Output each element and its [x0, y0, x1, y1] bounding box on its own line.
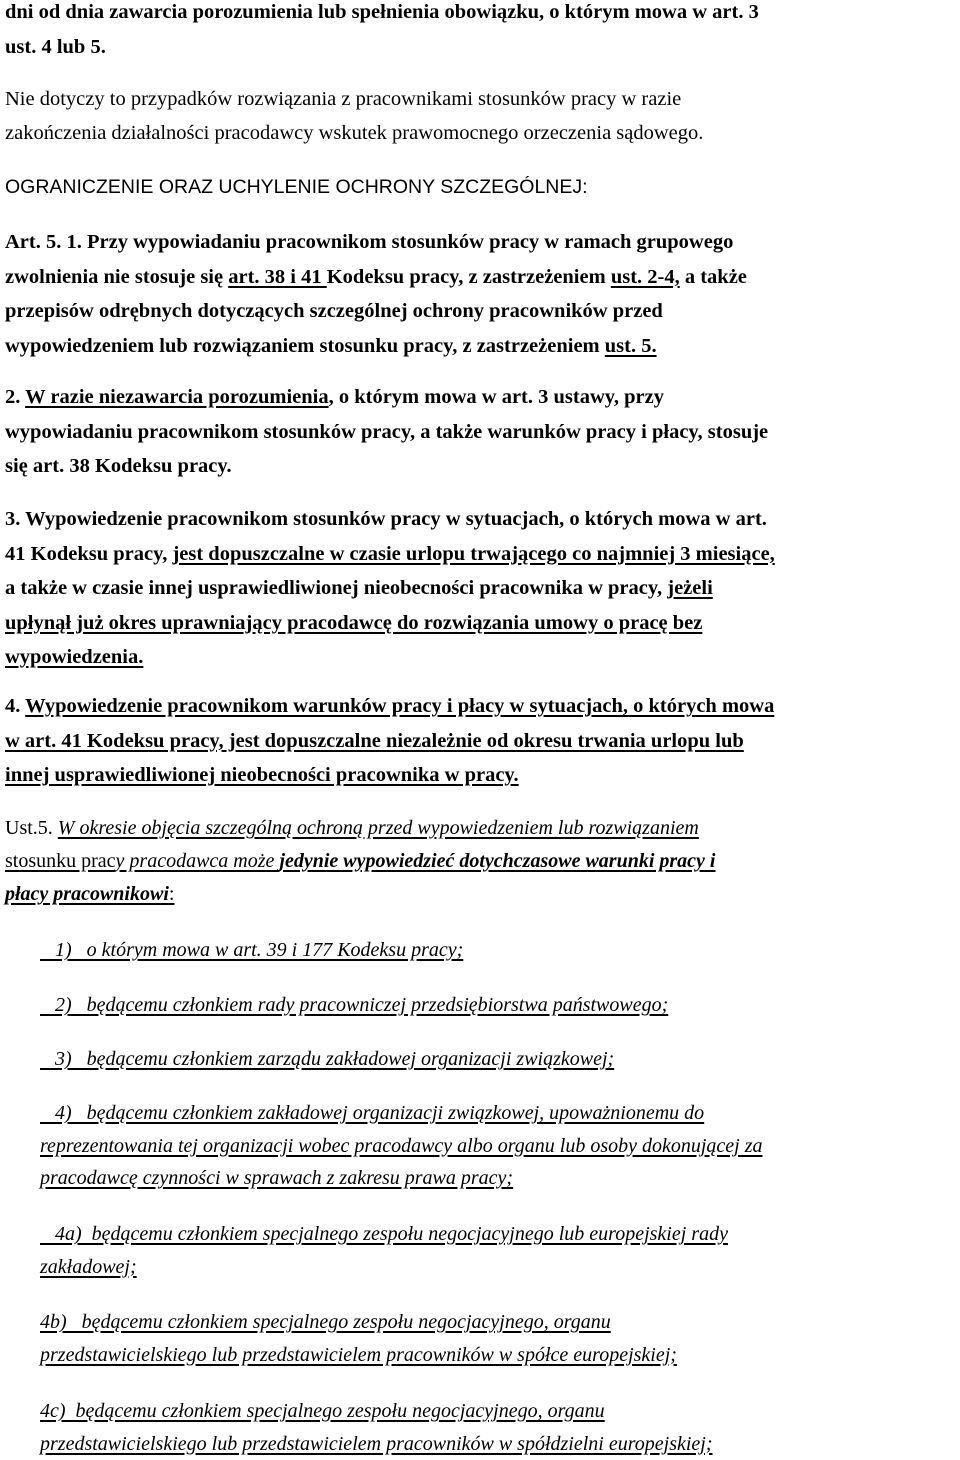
- text-run: , o którym mowa w art. 3 ustawy, przy: [329, 386, 664, 408]
- ust5-paragraph: [5, 812, 960, 911]
- text-run: zwolnienia nie stosuje się: [5, 266, 228, 288]
- text-line: [5, 689, 960, 724]
- ustep-reference: ust. 2-4,: [611, 266, 680, 288]
- art5-ust3: [5, 502, 960, 675]
- text-line: 4b) będącemu członkiem specjalnego zespołu negocjacyjnego, organu: [40, 1306, 960, 1339]
- text-line: zakończenia działalności pracodawcy wskutek prawomocnego orzeczenia sądowego.: [5, 116, 960, 150]
- text-run: 41 Kodeksu pracy,: [5, 543, 172, 565]
- text-line: upłynął już okres uprawniający pracodawcę do rozwiązania umowy o pracę bez: [5, 606, 960, 641]
- italic-phrase: W okresie objęcia szczególną ochroną przed wypowiedzeniem lub rozwiązaniem: [58, 817, 699, 839]
- text-line: [5, 380, 960, 415]
- bold-italic-phrase: jedynie wypowiedzieć dotychczasowe warunki pracy i: [279, 850, 715, 872]
- text-line: [5, 260, 960, 295]
- list-item: [40, 1218, 960, 1283]
- text-line: [5, 329, 960, 364]
- text-line: się art. 38 Kodeksu pracy.: [5, 449, 960, 484]
- list-item: [40, 1043, 960, 1076]
- text-run: Ust.5.: [5, 817, 58, 839]
- text-line: reprezentowania tej organizacji wobec pracodawcy albo organu lub osoby dokonującej za: [40, 1130, 960, 1163]
- section-heading: OGRANICZENIE ORAZ UCHYLENIE OCHRONY SZCZEGÓLNEJ:: [5, 170, 960, 204]
- text-line: Art. 5. 1. Przy wypowiadaniu pracownikom stosunków pracy w ramach grupowego: [5, 225, 960, 260]
- text-line: [5, 571, 960, 606]
- text-line: przepisów odrębnych dotyczących szczególnej ochrony pracowników przed: [5, 294, 960, 329]
- text-line: Nie dotyczy to przypadków rozwiązania z pracownikami stosunków pracy w razie: [5, 82, 960, 116]
- text-run: 2.: [5, 386, 25, 408]
- text-line: 3. Wypowiedzenie pracownikom stosunków pracy w sytuacjach, o których mowa w art.: [5, 502, 960, 537]
- list-item: [40, 1097, 960, 1195]
- list-item: [40, 1395, 960, 1460]
- text-line: w art. 41 Kodeksu pracy, jest dopuszczalne niezależnie od okresu trwania urlopu lub: [5, 724, 960, 759]
- text-line: 4) będącemu członkiem zakładowej organizacji związkowej, upoważnionemu do: [40, 1097, 960, 1130]
- text-run: a także w czasie innej usprawiedliwionej nieobecności pracownika w pracy,: [5, 577, 667, 599]
- underlined-phrase: W razie niezawarcia porozumienia: [25, 386, 328, 408]
- text-run: a także: [680, 266, 747, 288]
- text-line: 2) będącemu członkiem rady pracowniczej przedsiębiorstwa państwowego;: [40, 989, 960, 1022]
- underlined-phrase: jest dopuszczalne w czasie urlopu trwającego co najmniej 3 miesiące,: [172, 543, 774, 565]
- text-run: 4.: [5, 695, 25, 717]
- text-line: [5, 845, 960, 878]
- intro-paragraph: [5, 0, 960, 64]
- ustep-reference: ust. 5.: [605, 335, 657, 357]
- text-line: 3) będącemu członkiem zarządu zakładowej organizacji związkowej;: [40, 1043, 960, 1076]
- art5-ust2: [5, 380, 960, 484]
- text-run: wypowiedzeniem lub rozwiązaniem stosunku pracy, z zastrzeżeniem: [5, 335, 605, 357]
- text-line: zakładowej;: [40, 1251, 960, 1284]
- underlined-phrase: Wypowiedzenie pracownikom warunków pracy i płacy w sytuacjach, o których mowa: [25, 695, 774, 717]
- underlined-phrase: jeżeli: [667, 577, 713, 599]
- text-line: wypowiadaniu pracownikom stosunków pracy, a także warunków pracy i płacy, stosuje: [5, 415, 960, 450]
- text-line: [5, 537, 960, 572]
- text-line: [5, 812, 960, 845]
- text-line: przedstawicielskiego lub przedstawicielem pracowników w spółdzielni europejskiej;: [40, 1428, 960, 1460]
- art5-ust1: [5, 225, 960, 363]
- text-line: ust. 4 lub 5.: [5, 30, 960, 65]
- text-line: 1) o którym mowa w art. 39 i 177 Kodeksu pracy;: [40, 934, 960, 967]
- article-reference: art. 38 i 41: [228, 266, 327, 288]
- text-run: stosunku prac: [5, 850, 116, 872]
- text-line: pracodawcę czynności w sprawach z zakresu prawa pracy;: [40, 1162, 960, 1195]
- text-line: przedstawicielskiego lub przedstawicielem pracowników w spółce europejskiej;: [40, 1339, 960, 1372]
- text-run: Kodeksu pracy, z zastrzeżeniem: [327, 266, 611, 288]
- bold-italic-phrase: płacy pracownikowi: [5, 883, 169, 905]
- exception-paragraph: [5, 82, 960, 150]
- list-item: [40, 1306, 960, 1371]
- text-line: wypowiedzenia.: [5, 640, 960, 675]
- text-line: dni od dnia zawarcia porozumienia lub spełnienia obowiązku, o którym mowa w art. 3: [5, 0, 960, 30]
- text-line: 4a) będącemu członkiem specjalnego zespołu negocjacyjnego lub europejskiej rady: [40, 1218, 960, 1251]
- italic-phrase: y pracodawca może: [116, 850, 280, 872]
- text-line: innej usprawiedliwionej nieobecności pracownika w pracy.: [5, 758, 960, 793]
- art5-ust4: [5, 689, 960, 793]
- text-line: [5, 878, 960, 911]
- list-item: [40, 989, 960, 1022]
- text-run: :: [169, 883, 175, 905]
- list-item: [40, 934, 960, 967]
- text-line: 4c) będącemu członkiem specjalnego zespołu negocjacyjnego, organu: [40, 1395, 960, 1428]
